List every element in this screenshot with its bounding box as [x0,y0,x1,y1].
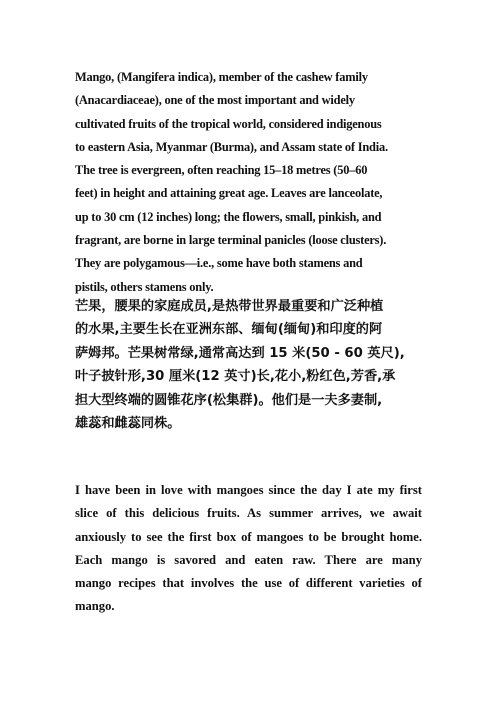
text-line: They are polygamous—i.e., some have both stamens and [75,256,363,271]
paragraph-english-intro [75,66,388,299]
text-line: Mango, (Mangifera indica), member of the cashew family [75,70,368,84]
text-line: 雄蕊和雌蕊同株。 [75,415,181,431]
text-line: up to 30 cm (12 inches) long; the flowers, small, pinkish, and [75,209,382,224]
text-line: (Anacardiaceae), one of the most important and widely [75,93,355,108]
text-line: 芒果，腰果的家庭成员,是热带世界最重要和广泛种植 [75,299,384,314]
text-line: feet) in height and attaining great age. Leaves are lanceolate, [75,186,383,201]
text-line: cultivated fruits of the tropical world, considered indigenous [75,116,382,131]
text-line: pistils, others stamens only. [75,279,214,294]
text-line: anxiously to see the first box of mangoes to be brought home. [75,529,422,544]
text-line: mango. [75,599,115,614]
text-line: mango recipes that involves the use of different varieties of [75,576,422,591]
text-line: Each mango is savored and eaten raw. There are many [75,552,422,567]
paragraph-english-personal [75,479,422,619]
text-line: 叶子披针形,30 厘米(12 英寸)长,花小,粉红色,芳香,承 [75,369,396,385]
text-line: 萨姆邦。芒果树常绿,通常高达到 15 米(50 - 60 英尺), [75,345,405,361]
text-line: 的水果,主要生长在亚洲东部、缅甸(缅甸)和印度的阿 [75,322,383,338]
text-line: slice of this delicious fruits. As summer arrives, we await [75,506,422,521]
text-line: fragrant, are borne in large terminal panicles (loose clusters). [75,233,387,248]
text-line: The tree is evergreen, often reaching 15–18 metres (50–60 [75,163,368,178]
text-line: I have been in love with mangoes since the day I ate my first [75,483,422,497]
paragraph-chinese [75,295,405,435]
text-line: to eastern Asia, Myanmar (Burma), and Assam state of India. [75,139,388,154]
text-line: 担大型终端的圆锥花序(松集群)。他们是一夫多妻制, [75,392,383,408]
